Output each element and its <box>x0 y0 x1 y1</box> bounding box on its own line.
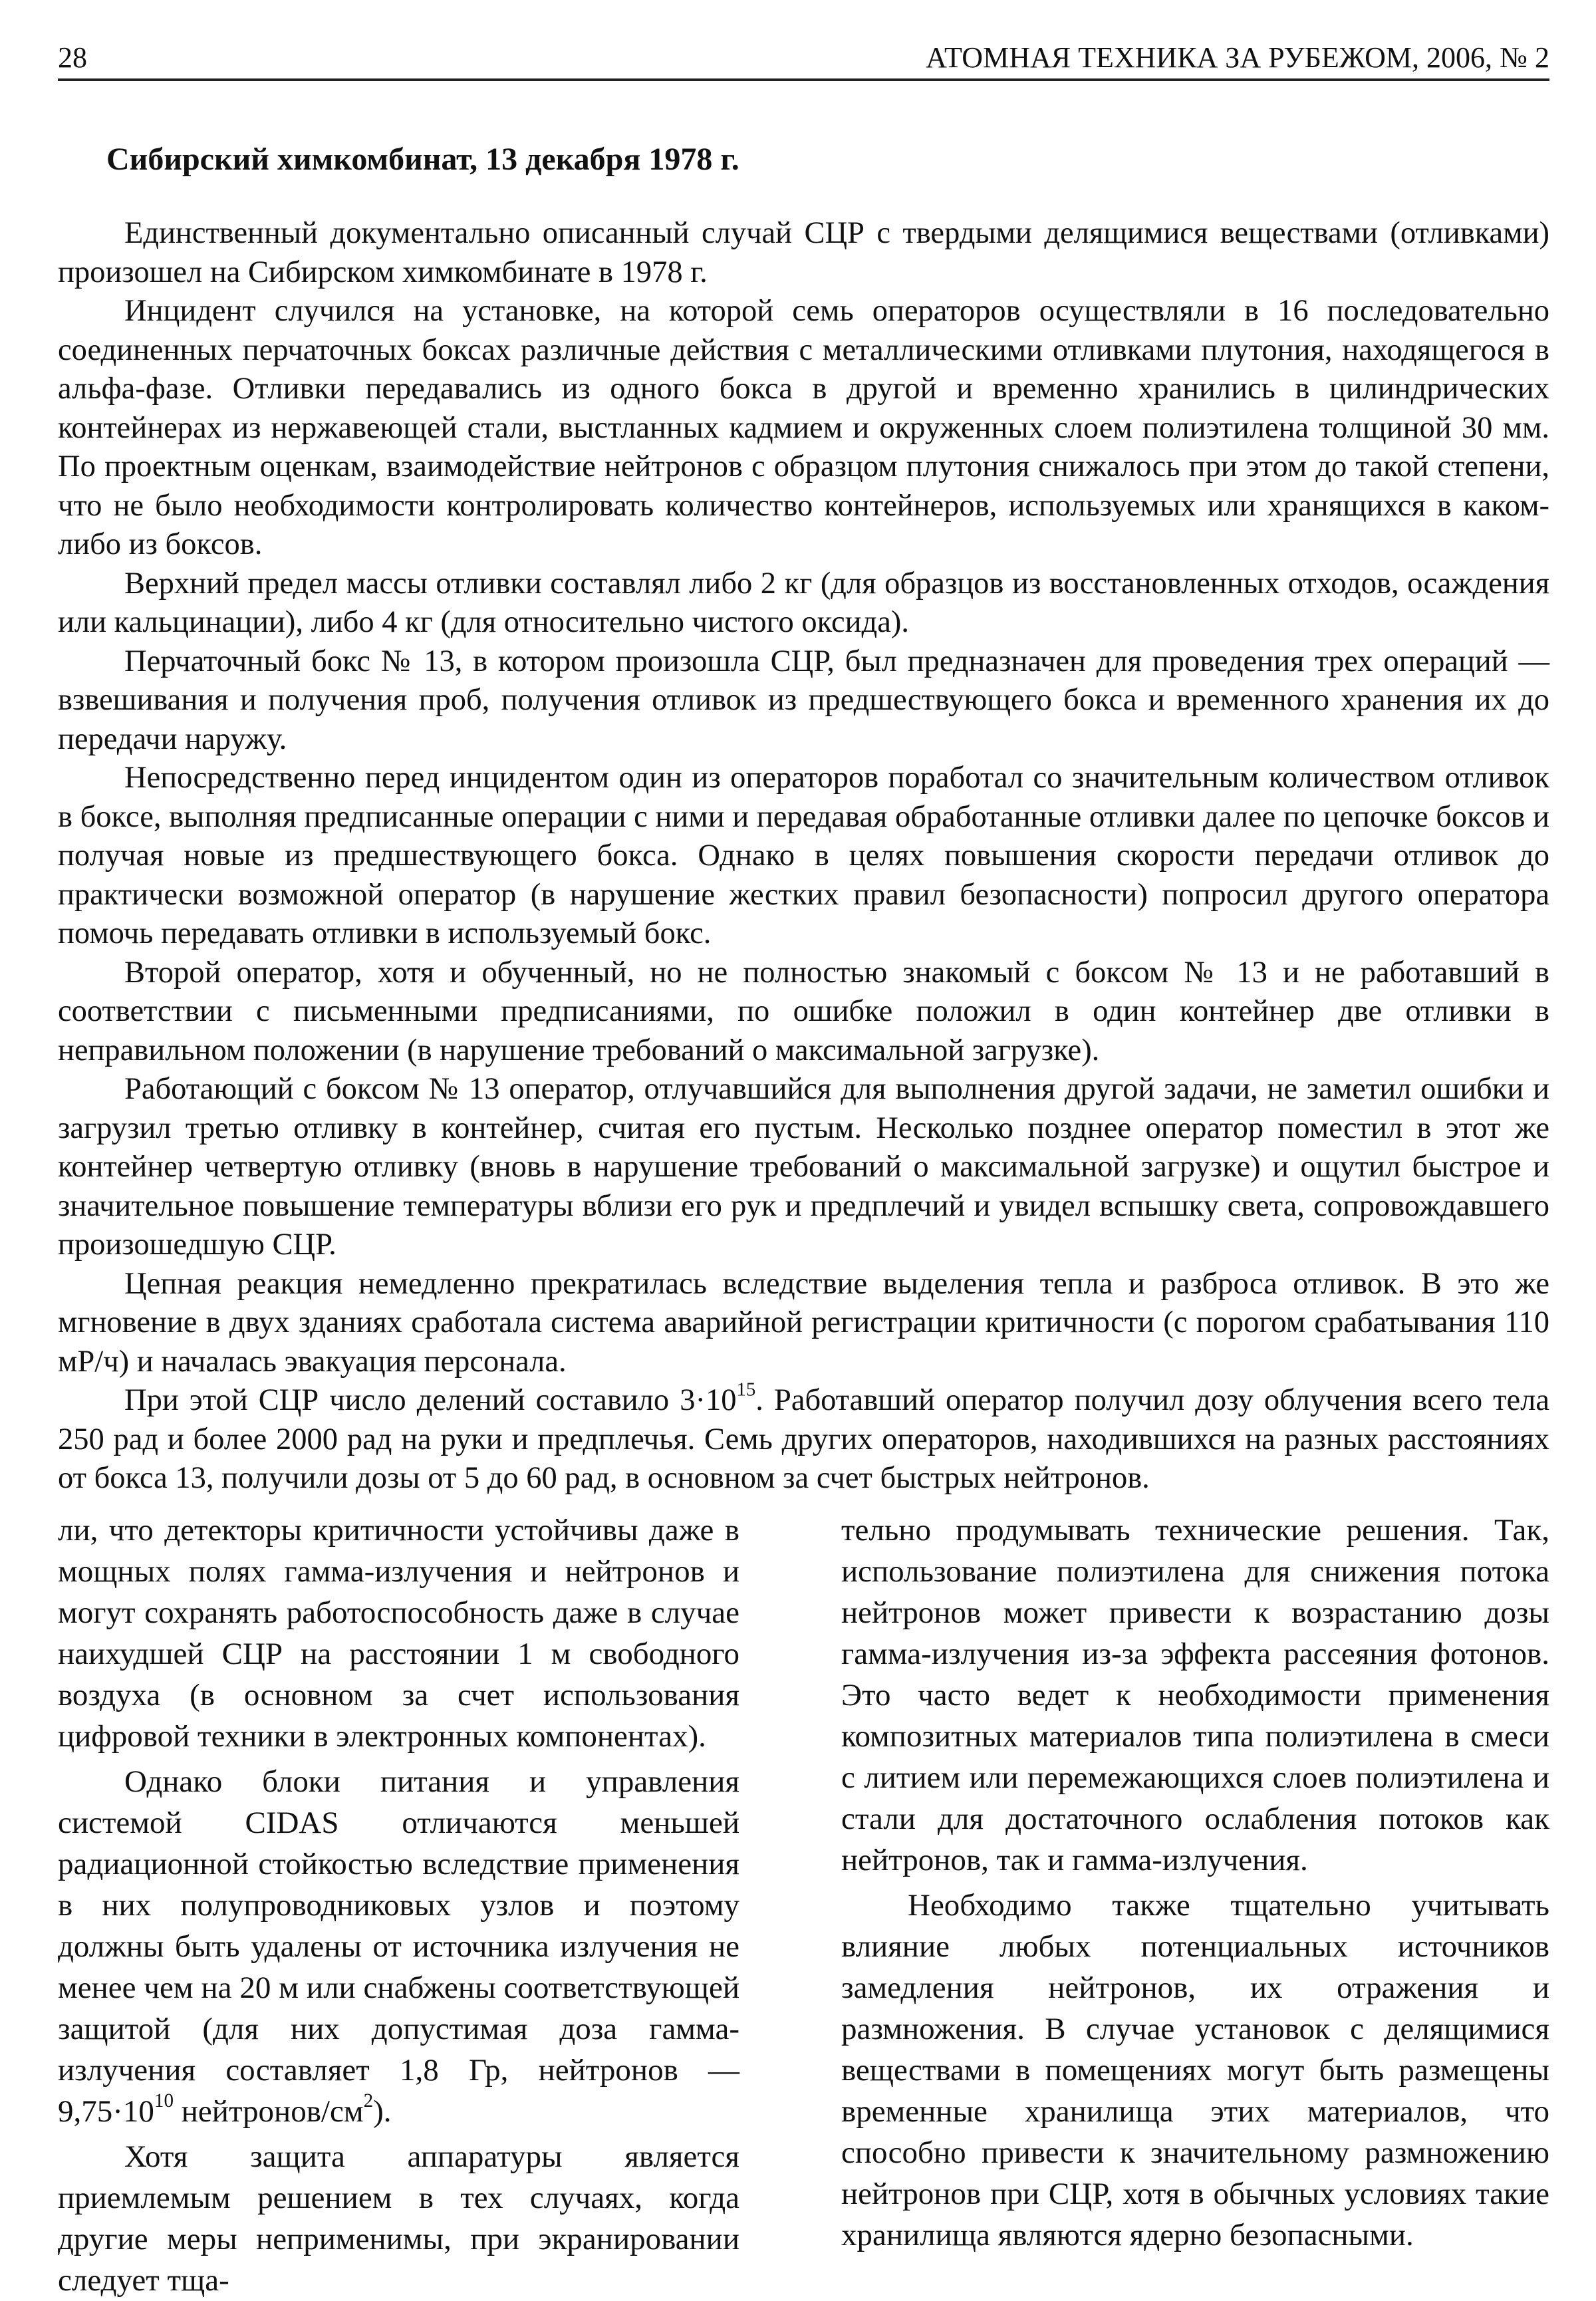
text: ). <box>373 2094 392 2129</box>
paragraph <box>58 1381 1549 1498</box>
paragraph: Инцидент случился на установке, на которой семь операторов осуществляли в 16 последовательно соединенных перчаточных боксах различные действия с металлическими отливками плутония, находящегося в альфа-фазе. Отливки передавались из одного бокса в другой и временно хранились в цилиндрических контейнерах из нержавеющей стали, выстланных кадмием и окруженных слоем полиэтилена толщиной 30 мм. По проектным оценкам, взаимодействие нейтронов с образцом плутония снижалось при этом до такой степени, что не было необходимости контролировать количество контейнеров, используемых или хранящихся в каком-либо из боксов. <box>58 294 1549 561</box>
paragraph: Непосредственно перед инцидентом один из операторов поработал со значительным количеством отливок в боксе, выполняя предписанные операции с ними и передавая обработанные отливки далее по цепочке боксов и получая новые из предшествующего бокса. Однако в целях повышения скорости передачи отливок до практически возможной оператор (в нарушение жестких правил безопасности) попросил другого оператора помочь передавать отливки в используемый бокс. <box>58 761 1549 950</box>
paragraph: Хотя защита аппаратуры является приемлемым решением в тех случаях, когда другие меры неприменимы, при экранировании следует тща- <box>58 2139 739 2298</box>
paragraph: Перчаточный бокс № 13, в котором произошла СЦР, был предназначен для проведения трех операций — взвешивания и получения проб, получения отливок из предшествующего бокса и временного хранения их до передачи наружу. <box>58 644 1549 756</box>
paragraph: Цепная реакция немедленно прекратилась вследствие выделения тепла и разброса отливок. В это же мгновение в двух зданиях сработала система аварийной регистрации критичности (с порогом срабатывания 110 мР/ч) и началась эвакуация персонала. <box>58 1266 1549 1379</box>
paragraph <box>58 1761 739 2132</box>
text: нейтронов/см <box>174 2094 364 2129</box>
text: . Работавший оператор получил дозу облучения всего тела 250 рад и более 2000 рад на руки и предплечья. Семь других операторов, находившихся на разных расстояниях от бокса 13, получили дозы от 5 до 60 рад, в основном за счет быстрых нейтронов. <box>58 1383 1549 1495</box>
page-number: 28 <box>58 41 87 74</box>
superscript: 2 <box>363 2090 374 2112</box>
superscript: 10 <box>154 2090 174 2112</box>
paragraph: Необходимо также тщательно учитывать влияние любых потенциальных источников замедления нейтронов, их отражения и размножения. В случае установок с делящимися веществами в помещениях могут быть размещены временные хранилища этих материалов, что способно привести к значительному размножению нейтронов при СЦР, хотя в обычных условиях такие хранилища являются ядерно безопасными. <box>841 1888 1549 2252</box>
journal-title: АТОМНАЯ ТЕХНИКА ЗА РУБЕЖОМ, 2006, № 2 <box>926 41 1549 74</box>
section-title: Сибирский химкомбинат, 13 декабря 1978 г. <box>106 142 739 177</box>
left-column <box>58 1510 739 2301</box>
paragraph: тельно продумывать технические решения. Так, использование полиэтилена для снижения потока нейтронов может привести к возрастанию дозы гамма-излучения из-за эффекта рассеяния фотонов. Это часто ведет к необходимости применения композитных материалов типа полиэтилена в смеси с литием или перемежающихся слоев полиэтилена и стали для достаточного ослабления потоков как нейтронов, так и гамма-излучения. <box>841 1513 1549 1877</box>
paragraph: Единственный документально описанный случай СЦР с твердыми делящимися веществами (отливками) произошел на Сибирском химкомбинате в 1978 г. <box>58 216 1549 289</box>
paragraph: Верхний предел массы отливки составлял либо 2 кг (для образцов из восстановленных отходов, осаждения или кальцинации), либо 4 кг (для относительно чистого оксида). <box>58 566 1549 639</box>
page-header <box>58 32 1549 81</box>
paragraph: ли, что детекторы критичности устойчивы даже в мощных полях гамма-излучения и нейтронов и могут сохранять работоспособность даже в случае наихудшей СЦР на расстоянии 1 м свободного воздуха (в основном за счет использования цифровой техники в электронных компонентах). <box>58 1513 739 1754</box>
superscript: 15 <box>736 1379 756 1401</box>
paragraph: Второй оператор, хотя и обученный, но не полностью знакомый с боксом № 13 и не работавший в соответствии с письменными предписаниями, по ошибке положил в один контейнер две отливки в неправильном положении (в нарушение требований о максимальной загрузке). <box>58 955 1549 1067</box>
main-text <box>58 214 1549 1498</box>
text: При этой СЦР число делений составило 3·10 <box>124 1383 737 1417</box>
right-column <box>841 1510 1549 2256</box>
paragraph: Работающий с боксом № 13 оператор, отлучавшийся для выполнения другой задачи, не заметил ошибки и загрузил третью отливку в контейнер, считая его пустым. Несколько позднее оператор поместил в этот же контейнер четвертую отливку (вновь в нарушение требований о максимальной загрузке) и ощутил быстрое и значительное повышение температуры вблизи его рук и предплечий и увидел вспышку света, сопровождавшего произошедшую СЦР. <box>58 1072 1549 1262</box>
text: Однако блоки питания и управления системой CIDAS отличаются меньшей радиационной стойкостью вследствие применения в них полупроводниковых узлов и поэтому должны быть удалены от источника излучения не менее чем на 20 м или снабжены соответствующей защитой (для них допустимая доза гамма-излучения составляет 1,8 Гр, нейтронов — 9,75·10 <box>58 1764 739 2129</box>
